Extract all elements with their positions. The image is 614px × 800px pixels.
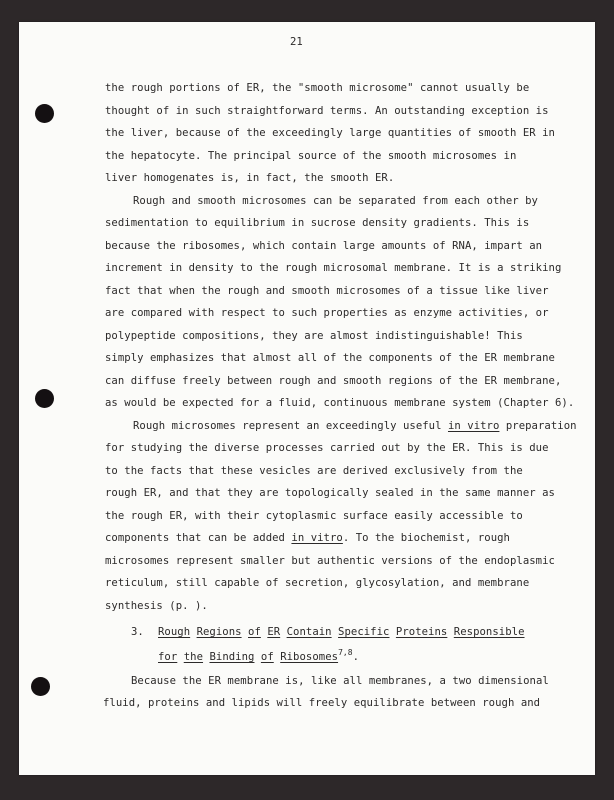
text-line: the rough ER, with their cytoplasmic surface easily accessible to — [105, 510, 523, 522]
heading-word: Specific — [338, 626, 390, 638]
heading-word: Rough — [158, 626, 191, 638]
heading-word: Responsible — [453, 626, 525, 638]
text-run: components that can be added — [105, 532, 292, 544]
heading-word: the — [183, 651, 204, 663]
text-line: reticulum, still capable of secretion, glycosylation, and membrane — [105, 577, 530, 589]
text-line: Rough and smooth microsomes can be separated from each other by — [133, 195, 538, 207]
text-line: simply emphasizes that almost all of the components of the ER membrane — [105, 352, 555, 364]
text-line: as would be expected for a fluid, continuous membrane system (Chapter 6). — [105, 397, 575, 409]
text-line: to the facts that these vesicles are derived exclusively from the — [105, 465, 523, 477]
page-number: 21 — [290, 36, 303, 48]
text-line: thought of in such straightforward terms. An outstanding exception is — [105, 105, 549, 117]
heading-word: for — [158, 651, 178, 663]
text-line: the rough portions of ER, the "smooth microsome" cannot usually be — [105, 82, 530, 94]
text-line — [133, 420, 577, 432]
italic-term: in vitro — [447, 420, 500, 432]
heading-word: of — [260, 651, 274, 663]
text-run: . To the biochemist, rough — [342, 532, 510, 544]
heading-word: Contain — [286, 626, 332, 638]
reference-superscript: 7,8 — [338, 648, 353, 657]
text-line: sedimentation to equilibrium in sucrose density gradients. This is — [105, 217, 530, 229]
italic-term: in vitro — [291, 532, 343, 544]
text-line: because the ribosomes, which contain large amounts of RNA, impart an — [105, 240, 543, 252]
text-line: rough ER, and that they are topologically sealed in the same manner as — [105, 487, 555, 499]
section-heading-number: 3. — [131, 626, 144, 638]
text-line: fact that when the rough and smooth microsomes of a tissue like liver — [105, 285, 549, 297]
heading-word: of — [248, 626, 261, 638]
heading-period: . — [352, 651, 360, 663]
text-line: microsomes represent smaller but authentic versions of the endoplasmic — [105, 555, 555, 567]
text-run: preparation — [499, 420, 577, 432]
punch-hole — [31, 677, 50, 696]
text-line: increment in density to the rough microsomal membrane. It is a striking — [105, 262, 562, 274]
text-run: Rough microsomes represent an exceedingly useful — [133, 420, 448, 432]
heading-word: Regions — [196, 626, 242, 638]
heading-word: Proteins — [395, 626, 448, 638]
text-line — [105, 532, 510, 544]
text-line: are compared with respect to such properties as enzyme activities, or — [105, 307, 549, 319]
heading-word: Binding — [209, 651, 255, 663]
punch-hole — [35, 389, 54, 408]
text-line: the liver, because of the exceedingly large quantities of smooth ER in — [105, 127, 555, 139]
text-line: Because the ER membrane is, like all membranes, a two dimensional — [131, 675, 549, 687]
punch-hole — [35, 104, 54, 123]
heading-word: ER — [267, 626, 281, 638]
text-line: liver homogenates is, in fact, the smooth ER. — [105, 172, 395, 184]
section-heading — [158, 626, 525, 638]
heading-word: Ribosomes — [280, 651, 339, 663]
text-line: for studying the diverse processes carried out by the ER. This is due — [105, 442, 549, 454]
text-line: synthesis (p. ). — [105, 600, 208, 612]
text-line: polypeptide compositions, they are almost indistinguishable! This — [105, 330, 523, 342]
text-line: fluid, proteins and lipids will freely equilibrate between rough and — [103, 697, 541, 709]
text-line: the hepatocyte. The principal source of the smooth microsomes in — [105, 150, 517, 162]
section-heading-continued — [158, 648, 359, 663]
text-line: can diffuse freely between rough and smooth regions of the ER membrane, — [105, 375, 562, 387]
